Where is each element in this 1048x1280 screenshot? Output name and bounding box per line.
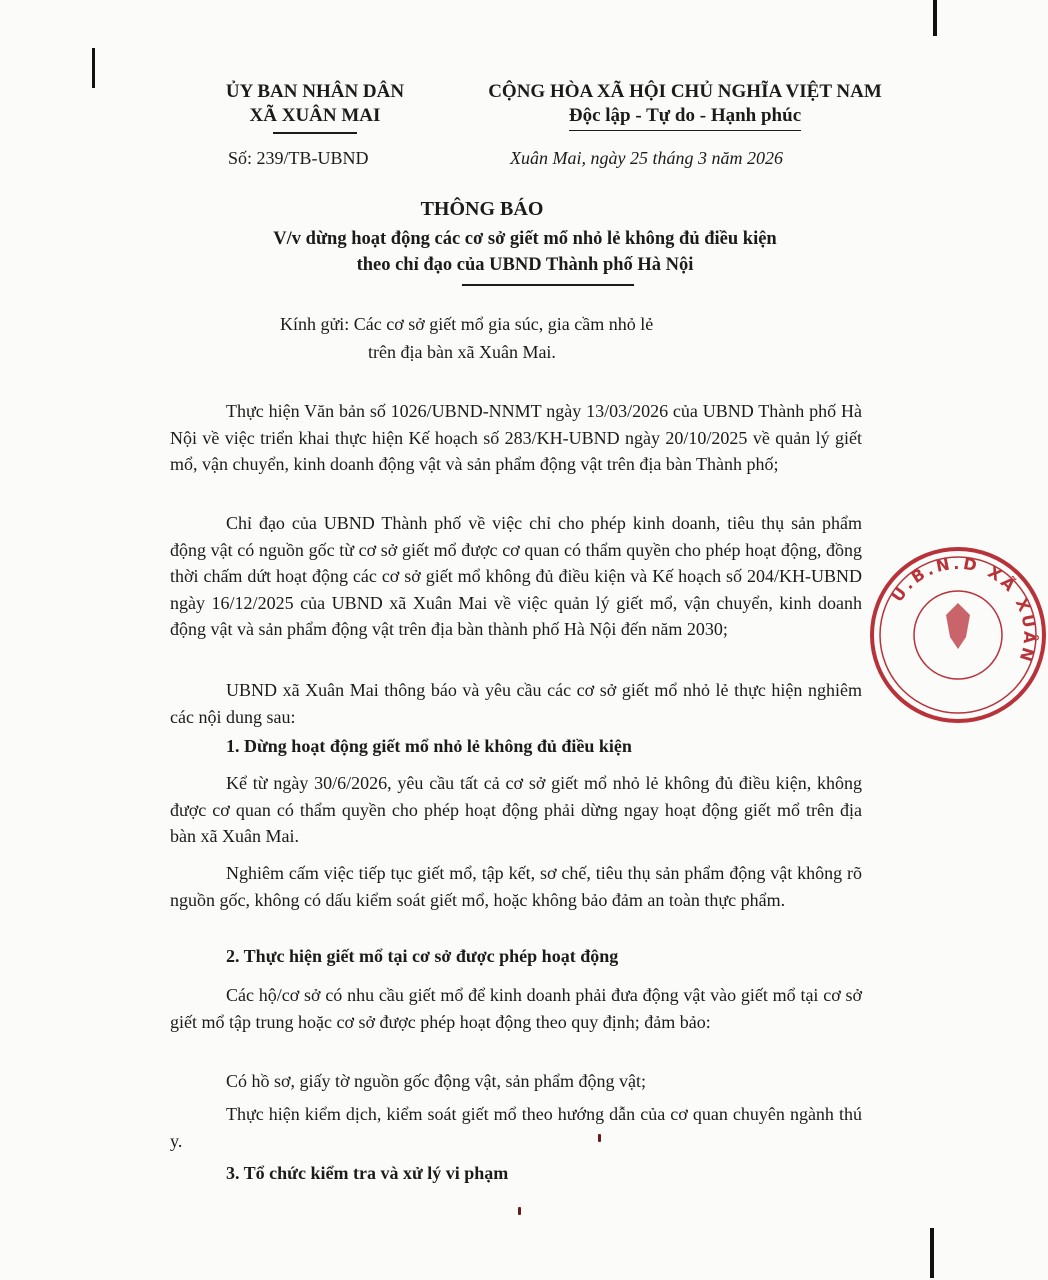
- recipient-line-2: trên địa bàn xã Xuân Mai.: [368, 342, 556, 362]
- paragraph-6: Các hộ/cơ sở có nhu cầu giết mổ để kinh doanh phải đưa động vật vào giết mổ tại cơ sở giết mổ tập trung hoặc cơ sở được phép hoạt động theo quy định; đảm bảo:: [170, 985, 862, 1032]
- document-number: Số: 239/TB-UBND: [228, 148, 369, 168]
- agency-name: ỦY BAN NHÂN DÂN: [225, 81, 405, 102]
- national-header: [465, 80, 905, 131]
- agency-commune: XÃ XUÂN MAI: [249, 105, 381, 126]
- subject-line-2: theo chỉ đạo của UBND Thành phố Hà Nội: [356, 255, 694, 275]
- recipient-line-1: Kính gửi: Các cơ sở giết mổ gia súc, gia cầm nhỏ lẻ: [280, 314, 654, 334]
- paragraph-3: UBND xã Xuân Mai thông báo và yêu cầu các cơ sở giết mổ nhỏ lẻ thực hiện nghiêm các nội dung sau:: [170, 680, 862, 727]
- paragraph-2: Chỉ đạo của UBND Thành phố về việc chỉ cho phép kinh doanh, tiêu thụ sản phẩm động vật có nguồn gốc từ cơ sở giết mổ được cơ quan có thẩm quyền cho phép hoạt động, đồng thời chấm dứt hoạt động các cơ sở giết mổ không đủ điều kiện và Kế hoạch số 204/KH-UBND ngày 16/12/2025 của UBND xã Xuân Mai về việc quản lý giết mổ, vận chuyển, kinh doanh động vật và sản phẩm động vật trên địa bàn thành phố Hà Nội đến năm 2030;: [170, 513, 862, 639]
- paragraph-8: Thực hiện kiểm dịch, kiểm soát giết mổ theo hướng dẫn của cơ quan chuyên ngành thú y.: [170, 1104, 862, 1151]
- seal-emblem-icon: [946, 603, 970, 649]
- paragraph-5: Nghiêm cấm việc tiếp tục giết mổ, tập kết, sơ chế, tiêu thụ sản phẩm động vật không rõ nguồn gốc, không có dấu kiểm soát giết mổ, hoặc không bảo đảm an toàn thực phẩm.: [170, 863, 862, 910]
- ink-speck: [518, 1207, 521, 1215]
- seal-text: U.B.N.D XÃ XUÂN: [887, 553, 1040, 667]
- section-heading-1: 1. Dừng hoạt động giết mổ nhỏ lẻ không đủ điều kiện: [226, 736, 632, 756]
- subject-line-1: V/v dừng hoạt động các cơ sở giết mổ nhỏ lẻ không đủ điều kiện: [273, 229, 777, 249]
- official-seal: [868, 545, 1048, 725]
- section-heading-3: 3. Tổ chức kiểm tra và xử lý vi phạm: [226, 1163, 509, 1183]
- national-motto: Độc lập - Tự do - Hạnh phúc: [569, 104, 801, 131]
- paragraph-1: Thực hiện Văn bản số 1026/UBND-NNMT ngày 13/03/2026 của UBND Thành phố Hà Nội về việc triển khai thực hiện Kế hoạch số 283/KH-UBND ngày 20/10/2025 về quản lý giết mổ, vận chuyển, kinh doanh động vật và sản phẩm động vật trên địa bàn Thành phố;: [170, 401, 862, 474]
- document-title: THÔNG BÁO: [420, 198, 544, 220]
- paragraph-7: Có hồ sơ, giấy tờ nguồn gốc động vật, sản phẩm động vật;: [226, 1071, 646, 1091]
- issuing-agency: [200, 80, 430, 134]
- agency-underline: [273, 132, 357, 134]
- document-date: Xuân Mai, ngày 25 tháng 3 năm 2026: [510, 148, 783, 168]
- recipient-block: [280, 310, 653, 366]
- scan-artifact-mark: [933, 0, 937, 36]
- subject-divider: [462, 284, 634, 286]
- nation-name: CỘNG HÒA XÃ HỘI CHỦ NGHĨA VIỆT NAM: [488, 81, 882, 102]
- section-heading-2: 2. Thực hiện giết mổ tại cơ sở được phép hoạt động: [226, 946, 619, 966]
- scan-artifact-mark: [92, 48, 95, 88]
- document-subject: [200, 226, 850, 278]
- scan-artifact-mark: [930, 1228, 934, 1278]
- paragraph-4: Kể từ ngày 30/6/2026, yêu cầu tất cả cơ sở giết mổ nhỏ lẻ không đủ điều kiện, không được cơ quan có thẩm quyền cho phép hoạt động phải dừng ngay hoạt động giết mổ trên địa bàn xã Xuân Mai.: [170, 773, 862, 846]
